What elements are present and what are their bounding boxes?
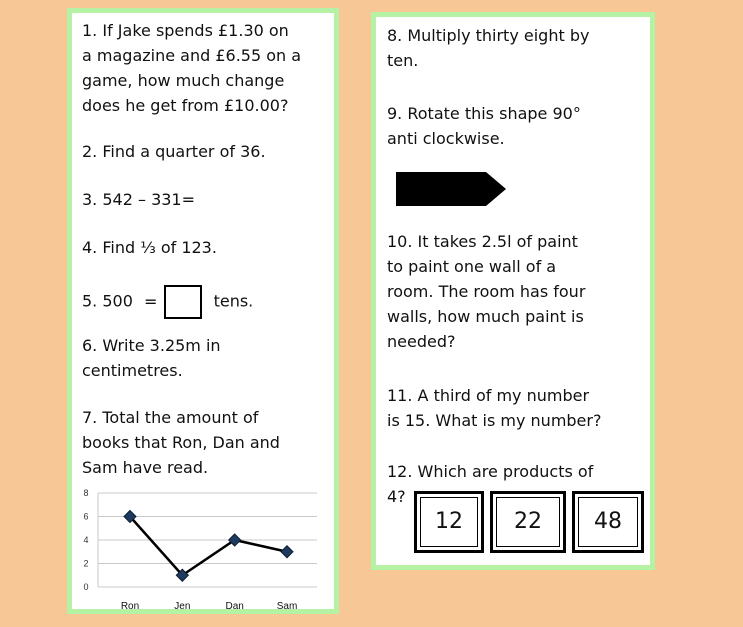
question-10-line-1: 10. It takes 2.5l of paint [387, 232, 578, 251]
question-11 [387, 383, 601, 433]
question-10-line-3: room. The room has four [387, 282, 586, 301]
question-11-line-2: is 15. What is my number? [387, 411, 602, 430]
y-tick-label: 8 [83, 488, 89, 498]
question-4: 4. Find ⅓ of 123. [82, 238, 217, 257]
y-tick-label: 0 [83, 582, 89, 592]
question-1 [82, 18, 301, 118]
question-7-line-1: 7. Total the amount of [82, 408, 259, 427]
question-1-line-1: 1. If Jake spends £1.30 on [82, 21, 289, 40]
question-1-line-2: a magazine and £6.55 on a [82, 46, 302, 65]
worksheet-card-left [67, 8, 339, 614]
x-tick-label: Jen [174, 601, 191, 612]
question-10-line-4: walls, how much paint is [387, 307, 584, 326]
question-7 [82, 405, 280, 480]
question-6 [82, 333, 221, 383]
answer-box[interactable] [164, 285, 202, 319]
x-tick-label: Sam [276, 601, 298, 612]
question-10-line-5: needed? [387, 332, 456, 351]
option-box-48[interactable]: 48 [572, 491, 644, 553]
question-12-line-2: 4? [387, 487, 406, 506]
question-5-number: 5. 500 [82, 291, 133, 311]
question-8-line-2: ten. [387, 51, 419, 70]
question-10-line-2: to paint one wall of a [387, 257, 557, 276]
y-tick-label: 4 [83, 535, 89, 545]
question-9-line-2: anti clockwise. [387, 129, 505, 148]
worksheet-card-right [371, 12, 655, 570]
y-tick-label: 6 [83, 511, 89, 522]
line-chart [72, 483, 334, 614]
question-11-line-1: 11. A third of my number [387, 386, 590, 405]
question-5-suffix: tens. [213, 291, 254, 311]
question-6-line-1: 6. Write 3.25m in [82, 336, 221, 355]
question-7-line-2: books that Ron, Dan and [82, 433, 280, 452]
option-box-22[interactable]: 22 [490, 491, 566, 553]
arrow-shape [396, 172, 508, 208]
question-9-line-1: 9. Rotate this shape 90° [387, 104, 581, 123]
y-tick-label: 2 [83, 558, 89, 569]
question-1-line-4: does he get from £10.00? [82, 96, 289, 115]
question-5-equals: = [143, 291, 158, 311]
option-box-12[interactable]: 12 [414, 491, 484, 553]
question-10 [387, 229, 585, 354]
series-line [130, 517, 287, 576]
question-8 [387, 23, 589, 73]
question-2: 2. Find a quarter of 36. [82, 142, 266, 161]
x-tick-label: Dan [225, 601, 244, 612]
question-8-line-1: 8. Multiply thirty eight by [387, 26, 590, 45]
x-tick-label: Ron [120, 601, 140, 612]
data-point [281, 546, 293, 558]
question-5 [82, 285, 253, 319]
question-12-line-1: 12. Which are products of [387, 462, 594, 481]
question-7-line-3: Sam have read. [82, 458, 209, 477]
question-9 [387, 101, 581, 151]
question-6-line-2: centimetres. [82, 361, 183, 380]
question-1-line-3: game, how much change [82, 71, 285, 90]
question-3: 3. 542 – 331= [82, 190, 196, 209]
